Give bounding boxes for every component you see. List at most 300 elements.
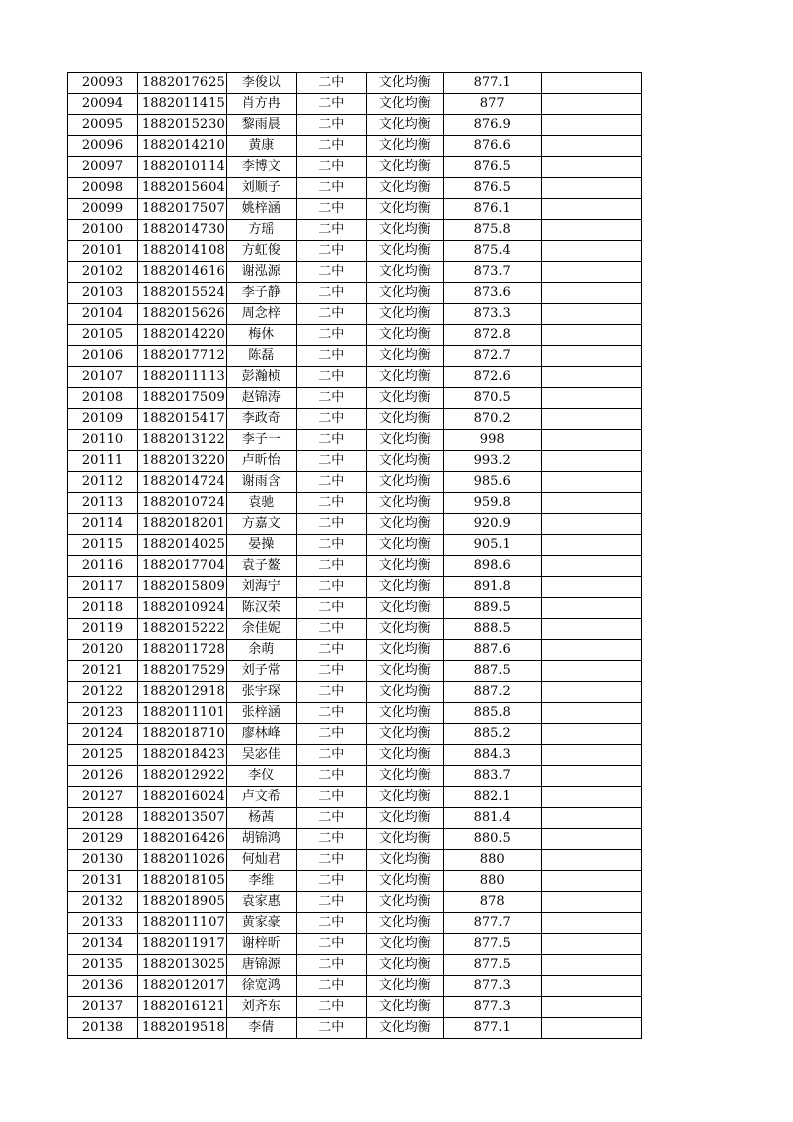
note-cell — [541, 451, 641, 472]
school-cell: 二中 — [296, 493, 366, 514]
score-cell: 873.7 — [443, 262, 541, 283]
table-row — [68, 997, 642, 1018]
serial-number-cell: 20105 — [68, 325, 138, 346]
note-cell — [541, 325, 641, 346]
school-cell: 二中 — [296, 514, 366, 535]
score-cell: 876.5 — [443, 178, 541, 199]
score-cell: 885.8 — [443, 703, 541, 724]
note-cell — [541, 661, 641, 682]
score-cell: 876.6 — [443, 136, 541, 157]
student-name-cell: 张宇琛 — [226, 682, 296, 703]
score-cell: 876.5 — [443, 157, 541, 178]
student-name-cell: 袁子鳌 — [226, 556, 296, 577]
table-row — [68, 766, 642, 787]
school-cell: 二中 — [296, 430, 366, 451]
exam-number-cell: 1882014730 — [138, 220, 227, 241]
school-cell: 二中 — [296, 325, 366, 346]
score-cell: 985.6 — [443, 472, 541, 493]
score-cell: 898.6 — [443, 556, 541, 577]
category-cell: 文化均衡 — [366, 787, 443, 808]
serial-number-cell: 20097 — [68, 157, 138, 178]
score-cell: 870.2 — [443, 409, 541, 430]
school-cell: 二中 — [296, 136, 366, 157]
serial-number-cell: 20124 — [68, 724, 138, 745]
school-cell: 二中 — [296, 913, 366, 934]
serial-number-cell: 20126 — [68, 766, 138, 787]
table-row — [68, 283, 642, 304]
student-name-cell: 李仪 — [226, 766, 296, 787]
score-cell: 891.8 — [443, 577, 541, 598]
category-cell: 文化均衡 — [366, 661, 443, 682]
category-cell: 文化均衡 — [366, 136, 443, 157]
score-cell: 877.5 — [443, 955, 541, 976]
exam-number-cell: 1882017712 — [138, 346, 227, 367]
student-name-cell: 赵锦涛 — [226, 388, 296, 409]
student-name-cell: 李子一 — [226, 430, 296, 451]
table-row — [68, 808, 642, 829]
school-cell: 二中 — [296, 997, 366, 1018]
category-cell: 文化均衡 — [366, 682, 443, 703]
note-cell — [541, 955, 641, 976]
table-row — [68, 136, 642, 157]
school-cell: 二中 — [296, 871, 366, 892]
serial-number-cell: 20129 — [68, 829, 138, 850]
exam-number-cell: 1882016024 — [138, 787, 227, 808]
student-name-cell: 李博文 — [226, 157, 296, 178]
exam-number-cell: 1882015604 — [138, 178, 227, 199]
category-cell: 文化均衡 — [366, 262, 443, 283]
school-cell: 二中 — [296, 955, 366, 976]
category-cell: 文化均衡 — [366, 913, 443, 934]
table-row — [68, 220, 642, 241]
serial-number-cell: 20109 — [68, 409, 138, 430]
school-cell: 二中 — [296, 892, 366, 913]
school-cell: 二中 — [296, 640, 366, 661]
serial-number-cell: 20114 — [68, 514, 138, 535]
exam-number-cell: 1882012918 — [138, 682, 227, 703]
serial-number-cell: 20135 — [68, 955, 138, 976]
table-row — [68, 703, 642, 724]
serial-number-cell: 20106 — [68, 346, 138, 367]
exam-number-cell: 1882015222 — [138, 619, 227, 640]
category-cell: 文化均衡 — [366, 829, 443, 850]
note-cell — [541, 241, 641, 262]
score-cell: 920.9 — [443, 514, 541, 535]
serial-number-cell: 20122 — [68, 682, 138, 703]
category-cell: 文化均衡 — [366, 346, 443, 367]
score-cell: 873.6 — [443, 283, 541, 304]
note-cell — [541, 514, 641, 535]
student-name-cell: 刘齐东 — [226, 997, 296, 1018]
table-row — [68, 325, 642, 346]
table-row — [68, 346, 642, 367]
note-cell — [541, 892, 641, 913]
serial-number-cell: 20095 — [68, 115, 138, 136]
school-cell: 二中 — [296, 178, 366, 199]
serial-number-cell: 20101 — [68, 241, 138, 262]
note-cell — [541, 157, 641, 178]
serial-number-cell: 20103 — [68, 283, 138, 304]
category-cell: 文化均衡 — [366, 115, 443, 136]
student-name-cell: 方嘉文 — [226, 514, 296, 535]
note-cell — [541, 766, 641, 787]
school-cell: 二中 — [296, 73, 366, 94]
category-cell: 文化均衡 — [366, 1018, 443, 1039]
score-cell: 872.6 — [443, 367, 541, 388]
table-row — [68, 934, 642, 955]
student-name-cell: 余佳妮 — [226, 619, 296, 640]
category-cell: 文化均衡 — [366, 409, 443, 430]
exam-number-cell: 1882014108 — [138, 241, 227, 262]
school-cell: 二中 — [296, 115, 366, 136]
table-row — [68, 598, 642, 619]
school-cell: 二中 — [296, 577, 366, 598]
category-cell: 文化均衡 — [366, 367, 443, 388]
table-row — [68, 451, 642, 472]
school-cell: 二中 — [296, 157, 366, 178]
note-cell — [541, 73, 641, 94]
table-row — [68, 367, 642, 388]
school-cell: 二中 — [296, 829, 366, 850]
category-cell: 文化均衡 — [366, 157, 443, 178]
school-cell: 二中 — [296, 808, 366, 829]
note-cell — [541, 619, 641, 640]
exam-number-cell: 1882018905 — [138, 892, 227, 913]
student-name-cell: 姚梓涵 — [226, 199, 296, 220]
table-row — [68, 577, 642, 598]
table-row — [68, 157, 642, 178]
table-row — [68, 388, 642, 409]
table-row — [68, 94, 642, 115]
note-cell — [541, 136, 641, 157]
exam-number-cell: 1882011113 — [138, 367, 227, 388]
school-cell: 二中 — [296, 94, 366, 115]
category-cell: 文化均衡 — [366, 955, 443, 976]
exam-number-cell: 1882012017 — [138, 976, 227, 997]
table-row — [68, 304, 642, 325]
school-cell: 二中 — [296, 451, 366, 472]
category-cell: 文化均衡 — [366, 724, 443, 745]
school-cell: 二中 — [296, 262, 366, 283]
note-cell — [541, 115, 641, 136]
note-cell — [541, 787, 641, 808]
note-cell — [541, 913, 641, 934]
exam-number-cell: 1882018710 — [138, 724, 227, 745]
exam-number-cell: 1882012922 — [138, 766, 227, 787]
school-cell: 二中 — [296, 724, 366, 745]
exam-number-cell: 1882010724 — [138, 493, 227, 514]
school-cell: 二中 — [296, 850, 366, 871]
table-row — [68, 430, 642, 451]
note-cell — [541, 283, 641, 304]
note-cell — [541, 367, 641, 388]
exam-number-cell: 1882014025 — [138, 535, 227, 556]
table-row — [68, 850, 642, 871]
student-name-cell: 余萌 — [226, 640, 296, 661]
school-cell: 二中 — [296, 682, 366, 703]
score-cell: 887.5 — [443, 661, 541, 682]
table-row — [68, 535, 642, 556]
exam-number-cell: 1882014724 — [138, 472, 227, 493]
table-row — [68, 955, 642, 976]
score-cell: 887.6 — [443, 640, 541, 661]
table-row — [68, 514, 642, 535]
student-name-cell: 周念梓 — [226, 304, 296, 325]
note-cell — [541, 409, 641, 430]
note-cell — [541, 388, 641, 409]
table-row — [68, 871, 642, 892]
category-cell: 文化均衡 — [366, 598, 443, 619]
school-cell: 二中 — [296, 220, 366, 241]
exam-number-cell: 1882011415 — [138, 94, 227, 115]
student-name-cell: 卢昕怡 — [226, 451, 296, 472]
table-row — [68, 661, 642, 682]
table-row — [68, 913, 642, 934]
score-cell: 882.1 — [443, 787, 541, 808]
exam-number-cell: 1882015809 — [138, 577, 227, 598]
category-cell: 文化均衡 — [366, 388, 443, 409]
table-row — [68, 787, 642, 808]
student-name-cell: 刘顺子 — [226, 178, 296, 199]
exam-number-cell: 1882017507 — [138, 199, 227, 220]
score-cell: 873.3 — [443, 304, 541, 325]
score-cell: 877.1 — [443, 73, 541, 94]
school-cell: 二中 — [296, 283, 366, 304]
category-cell: 文化均衡 — [366, 745, 443, 766]
exam-number-cell: 1882018201 — [138, 514, 227, 535]
score-cell: 888.5 — [443, 619, 541, 640]
serial-number-cell: 20102 — [68, 262, 138, 283]
serial-number-cell: 20093 — [68, 73, 138, 94]
category-cell: 文化均衡 — [366, 430, 443, 451]
note-cell — [541, 199, 641, 220]
score-cell: 889.5 — [443, 598, 541, 619]
exam-number-cell: 1882016121 — [138, 997, 227, 1018]
category-cell: 文化均衡 — [366, 493, 443, 514]
category-cell: 文化均衡 — [366, 556, 443, 577]
category-cell: 文化均衡 — [366, 241, 443, 262]
score-cell: 905.1 — [443, 535, 541, 556]
student-name-cell: 肖方冉 — [226, 94, 296, 115]
serial-number-cell: 20108 — [68, 388, 138, 409]
school-cell: 二中 — [296, 241, 366, 262]
serial-number-cell: 20110 — [68, 430, 138, 451]
exam-number-cell: 1882011101 — [138, 703, 227, 724]
student-name-cell: 卢文希 — [226, 787, 296, 808]
student-name-cell: 黄康 — [226, 136, 296, 157]
note-cell — [541, 94, 641, 115]
student-name-cell: 刘海宁 — [226, 577, 296, 598]
category-cell: 文化均衡 — [366, 451, 443, 472]
category-cell: 文化均衡 — [366, 220, 443, 241]
student-name-cell: 李子静 — [226, 283, 296, 304]
exam-number-cell: 1882015417 — [138, 409, 227, 430]
school-cell: 二中 — [296, 346, 366, 367]
category-cell: 文化均衡 — [366, 871, 443, 892]
serial-number-cell: 20132 — [68, 892, 138, 913]
serial-number-cell: 20131 — [68, 871, 138, 892]
student-name-cell: 李维 — [226, 871, 296, 892]
student-name-cell: 李政奇 — [226, 409, 296, 430]
serial-number-cell: 20121 — [68, 661, 138, 682]
table-row — [68, 892, 642, 913]
student-name-cell: 徐宽鸿 — [226, 976, 296, 997]
table-row — [68, 1018, 642, 1039]
note-cell — [541, 577, 641, 598]
category-cell: 文化均衡 — [366, 94, 443, 115]
school-cell: 二中 — [296, 388, 366, 409]
score-cell: 877.3 — [443, 997, 541, 1018]
table-row — [68, 199, 642, 220]
exam-number-cell: 1882015230 — [138, 115, 227, 136]
student-name-cell: 唐锦源 — [226, 955, 296, 976]
exam-number-cell: 1882011728 — [138, 640, 227, 661]
note-cell — [541, 1018, 641, 1039]
score-cell: 877.3 — [443, 976, 541, 997]
table-row — [68, 682, 642, 703]
serial-number-cell: 20119 — [68, 619, 138, 640]
exam-number-cell: 1882017529 — [138, 661, 227, 682]
score-cell: 875.8 — [443, 220, 541, 241]
table-row — [68, 409, 642, 430]
note-cell — [541, 493, 641, 514]
note-cell — [541, 535, 641, 556]
student-name-cell: 陈磊 — [226, 346, 296, 367]
school-cell: 二中 — [296, 472, 366, 493]
exam-number-cell: 1882016426 — [138, 829, 227, 850]
table-row — [68, 556, 642, 577]
serial-number-cell: 20120 — [68, 640, 138, 661]
exam-number-cell: 1882010114 — [138, 157, 227, 178]
student-name-cell: 刘子常 — [226, 661, 296, 682]
table-row — [68, 178, 642, 199]
exam-number-cell: 1882014616 — [138, 262, 227, 283]
table-row — [68, 976, 642, 997]
score-cell: 875.4 — [443, 241, 541, 262]
school-cell: 二中 — [296, 766, 366, 787]
school-cell: 二中 — [296, 598, 366, 619]
table-row — [68, 724, 642, 745]
note-cell — [541, 598, 641, 619]
serial-number-cell: 20096 — [68, 136, 138, 157]
score-cell: 884.3 — [443, 745, 541, 766]
score-cell: 880.5 — [443, 829, 541, 850]
score-cell: 870.5 — [443, 388, 541, 409]
serial-number-cell: 20134 — [68, 934, 138, 955]
score-cell: 876.9 — [443, 115, 541, 136]
school-cell: 二中 — [296, 199, 366, 220]
category-cell: 文化均衡 — [366, 304, 443, 325]
serial-number-cell: 20094 — [68, 94, 138, 115]
serial-number-cell: 20130 — [68, 850, 138, 871]
serial-number-cell: 20117 — [68, 577, 138, 598]
score-cell: 881.4 — [443, 808, 541, 829]
note-cell — [541, 262, 641, 283]
exam-number-cell: 1882019518 — [138, 1018, 227, 1039]
student-name-cell: 廖林峰 — [226, 724, 296, 745]
school-cell: 二中 — [296, 556, 366, 577]
serial-number-cell: 20099 — [68, 199, 138, 220]
note-cell — [541, 724, 641, 745]
student-name-cell: 晏操 — [226, 535, 296, 556]
score-cell: 877.1 — [443, 1018, 541, 1039]
score-cell: 877.7 — [443, 913, 541, 934]
student-name-cell: 陈汉荣 — [226, 598, 296, 619]
note-cell — [541, 808, 641, 829]
table-body — [68, 73, 642, 1039]
school-cell: 二中 — [296, 409, 366, 430]
student-name-cell: 方瑶 — [226, 220, 296, 241]
school-cell: 二中 — [296, 367, 366, 388]
category-cell: 文化均衡 — [366, 199, 443, 220]
serial-number-cell: 20104 — [68, 304, 138, 325]
student-name-cell: 张梓涵 — [226, 703, 296, 724]
score-cell: 883.7 — [443, 766, 541, 787]
table-row — [68, 619, 642, 640]
note-cell — [541, 850, 641, 871]
exam-number-cell: 1882014220 — [138, 325, 227, 346]
exam-number-cell: 1882013220 — [138, 451, 227, 472]
table-row — [68, 745, 642, 766]
category-cell: 文化均衡 — [366, 850, 443, 871]
category-cell: 文化均衡 — [366, 976, 443, 997]
school-cell: 二中 — [296, 934, 366, 955]
category-cell: 文化均衡 — [366, 178, 443, 199]
student-name-cell: 黎雨晨 — [226, 115, 296, 136]
student-name-cell: 胡锦鸿 — [226, 829, 296, 850]
exam-number-cell: 1882013122 — [138, 430, 227, 451]
student-name-cell: 袁家惠 — [226, 892, 296, 913]
table-row — [68, 115, 642, 136]
school-cell: 二中 — [296, 304, 366, 325]
student-name-cell: 谢雨含 — [226, 472, 296, 493]
exam-number-cell: 1882011026 — [138, 850, 227, 871]
note-cell — [541, 472, 641, 493]
score-cell: 876.1 — [443, 199, 541, 220]
student-name-cell: 吴宓佳 — [226, 745, 296, 766]
note-cell — [541, 556, 641, 577]
table-row — [68, 73, 642, 94]
note-cell — [541, 934, 641, 955]
student-name-cell: 梅休 — [226, 325, 296, 346]
serial-number-cell: 20107 — [68, 367, 138, 388]
table-row — [68, 640, 642, 661]
category-cell: 文化均衡 — [366, 808, 443, 829]
table-row — [68, 472, 642, 493]
exam-number-cell: 1882017704 — [138, 556, 227, 577]
note-cell — [541, 430, 641, 451]
score-cell: 877 — [443, 94, 541, 115]
student-name-cell: 谢泓源 — [226, 262, 296, 283]
category-cell: 文化均衡 — [366, 703, 443, 724]
serial-number-cell: 20137 — [68, 997, 138, 1018]
note-cell — [541, 745, 641, 766]
category-cell: 文化均衡 — [366, 283, 443, 304]
serial-number-cell: 20115 — [68, 535, 138, 556]
serial-number-cell: 20112 — [68, 472, 138, 493]
student-name-cell: 杨茜 — [226, 808, 296, 829]
score-cell: 872.7 — [443, 346, 541, 367]
student-name-cell: 方虹俊 — [226, 241, 296, 262]
table-row — [68, 241, 642, 262]
category-cell: 文化均衡 — [366, 619, 443, 640]
exam-number-cell: 1882018423 — [138, 745, 227, 766]
score-cell: 877.5 — [443, 934, 541, 955]
serial-number-cell: 20125 — [68, 745, 138, 766]
category-cell: 文化均衡 — [366, 766, 443, 787]
exam-number-cell: 1882015524 — [138, 283, 227, 304]
category-cell: 文化均衡 — [366, 577, 443, 598]
